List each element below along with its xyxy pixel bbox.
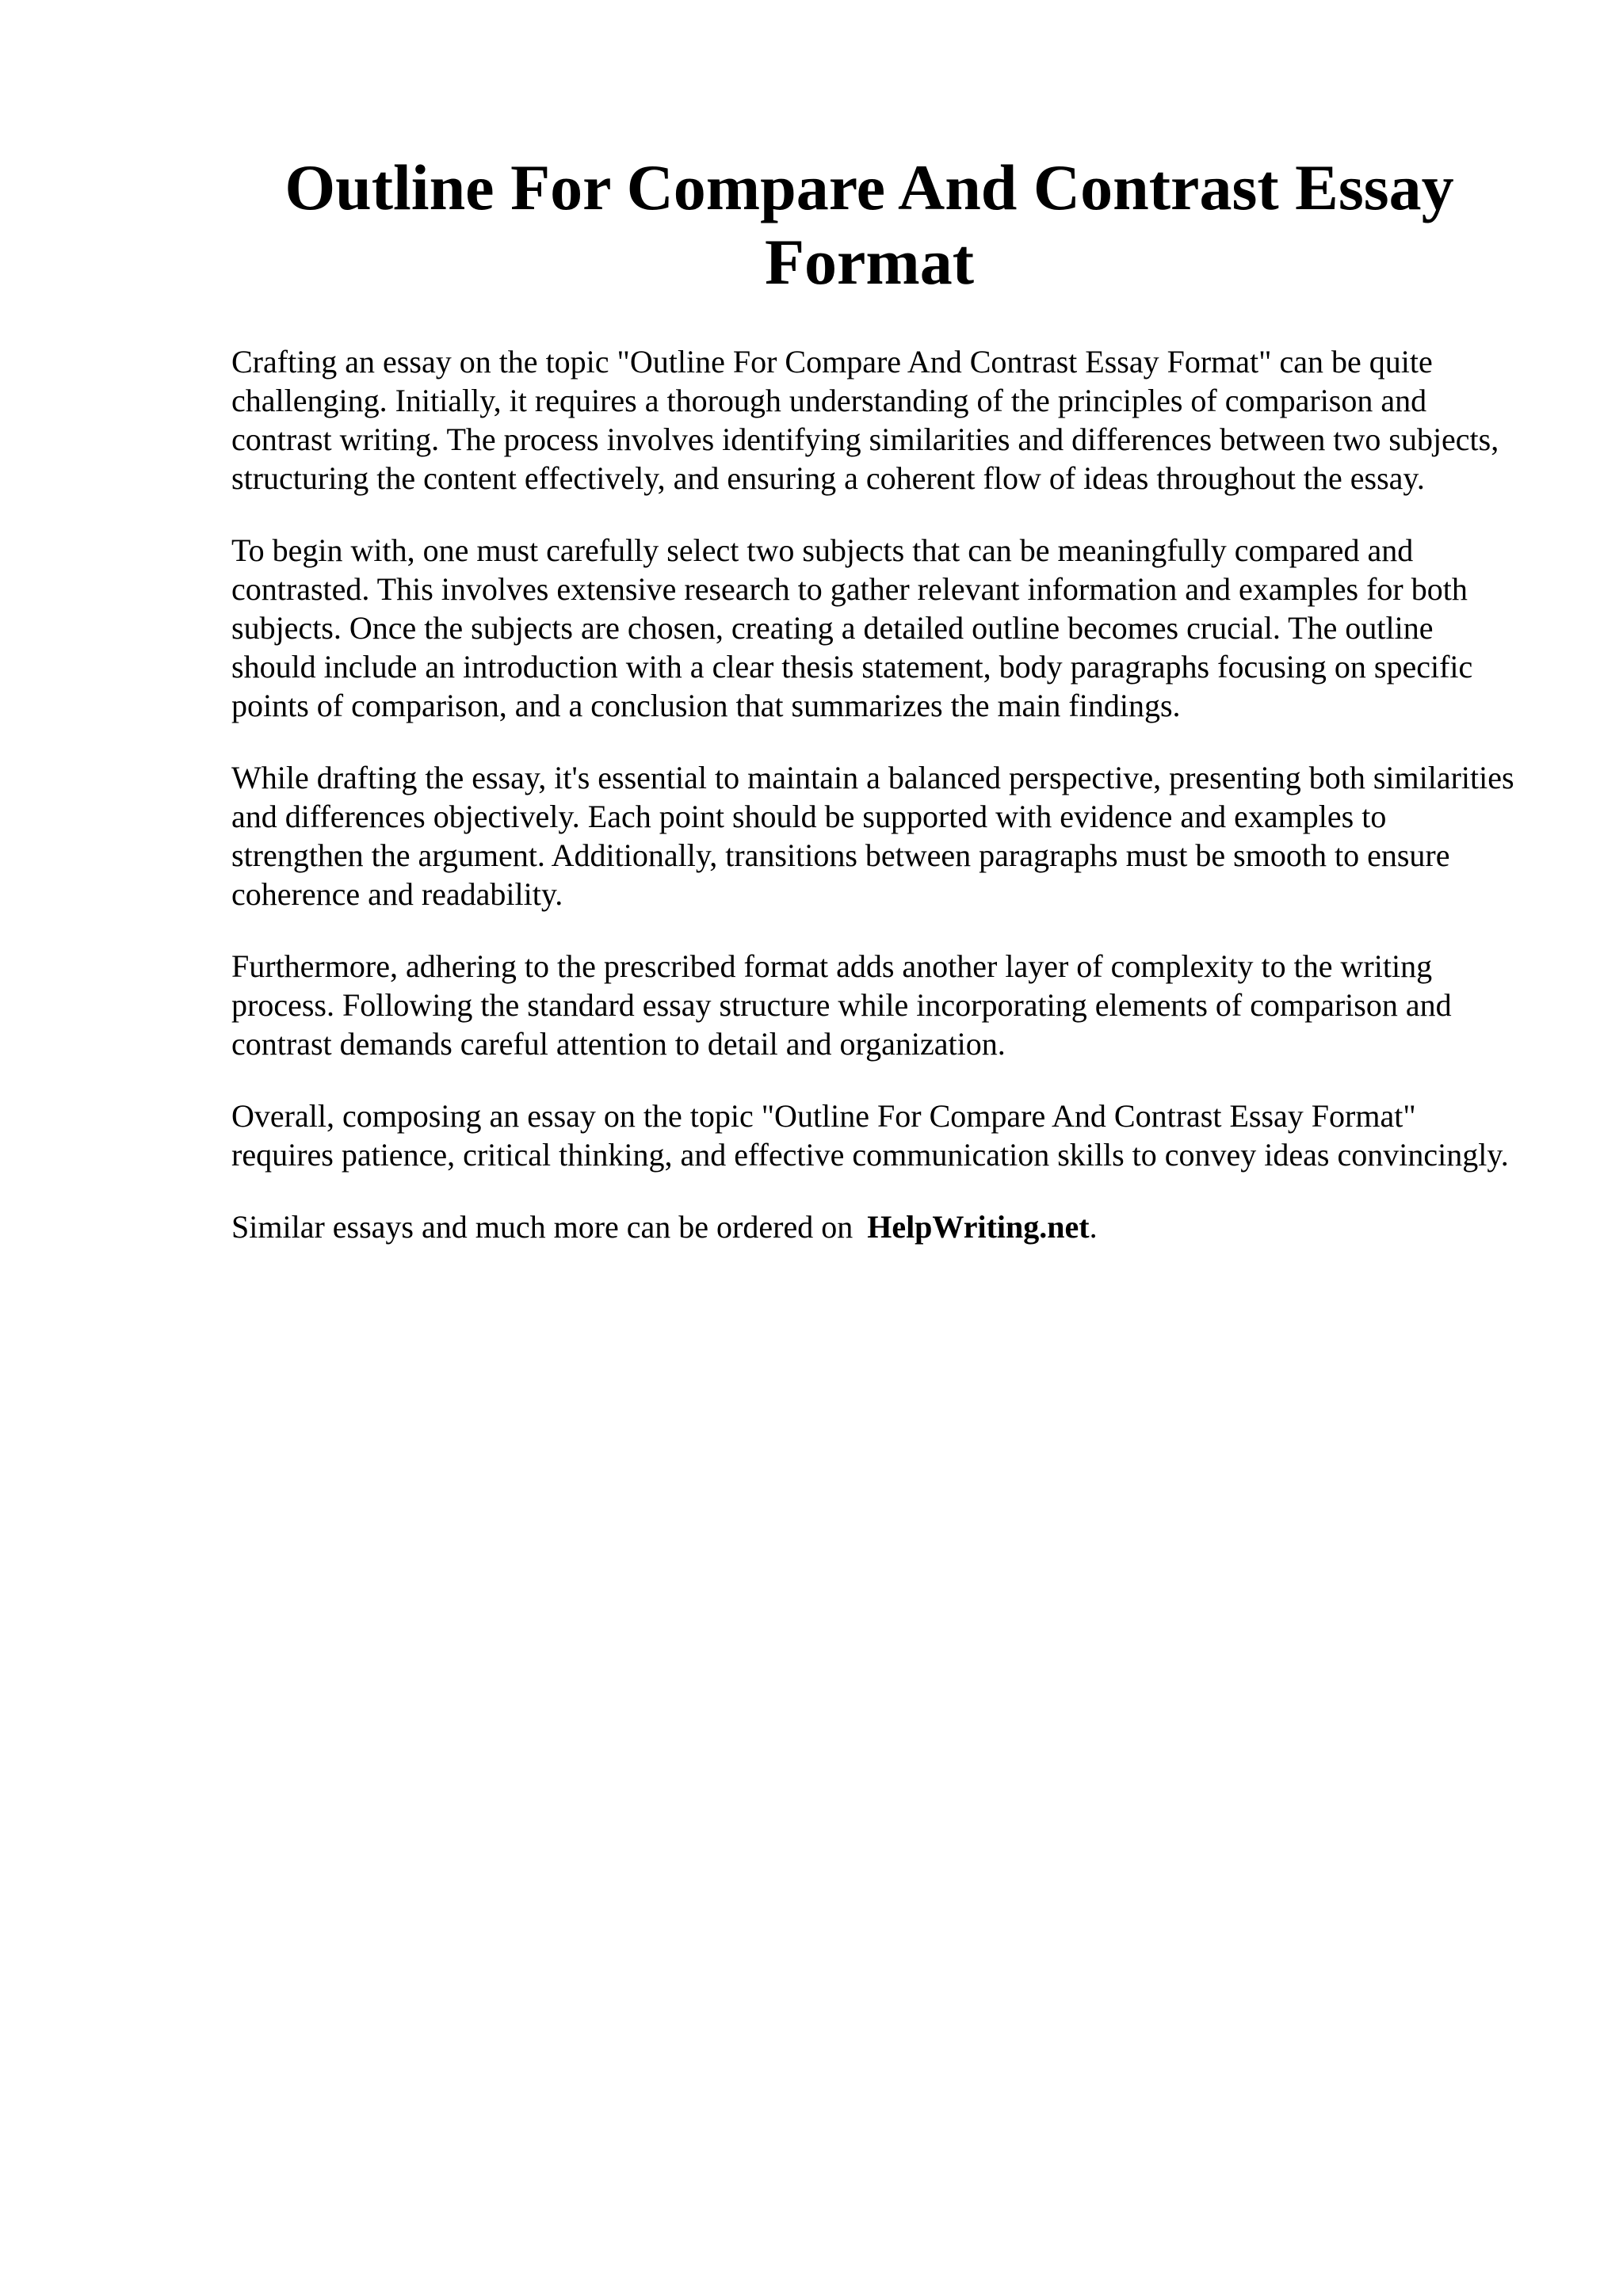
closing-prefix: Similar essays and much more can be ordered on [231,1209,854,1245]
essay-body [231,342,1515,1246]
paragraph-4: Furthermore, adhering to the prescribed format adds another layer of complexity to the writing process. Following the standard essay structure while incorporating elements of comparison and contrast demands careful attention to detail and organization. [231,948,1452,1062]
paragraph-3: While drafting the essay, it's essential to maintain a balanced perspective, presenting both similarities and differences objectively. Each point should be supported with evidence and examples to strengthen the argument. Additionally, transitions between paragraphs must be smooth to ensure coherence and readability. [231,760,1514,912]
helpwriting-link[interactable]: HelpWriting.net [867,1209,1090,1245]
paragraph-1: Crafting an essay on the topic "Outline For Compare And Contrast Essay Format" can be quite challenging. Initially, it requires a thorough understanding of the principles of comparison and contrast writing. The process involves identifying similarities and differences between two subjects, structuring the content effectively, and ensuring a coherent flow of ideas throughout the essay. [231,344,1499,496]
paragraph-5: Overall, composing an essay on the topic "Outline For Compare And Contrast Essay Format" requires patience, critical thinking, and effective communication skills to convey ideas convincingly. [231,1098,1509,1173]
page-title: Outline For Compare And Contrast Essay Format [285,151,1454,298]
paragraph-2: To begin with, one must carefully select two subjects that can be meaningfully compared and contrasted. This involves extensive research to gather relevant information and examples for both subjects. Once the subjects are chosen, creating a detailed outline becomes crucial. The outline should include an introduction with a clear thesis statement, body paragraphs focusing on specific points of comparison, and a conclusion that summarizes the main findings. [231,532,1473,723]
closing-suffix: . [1089,1209,1098,1245]
closing-line [231,1207,1515,1246]
